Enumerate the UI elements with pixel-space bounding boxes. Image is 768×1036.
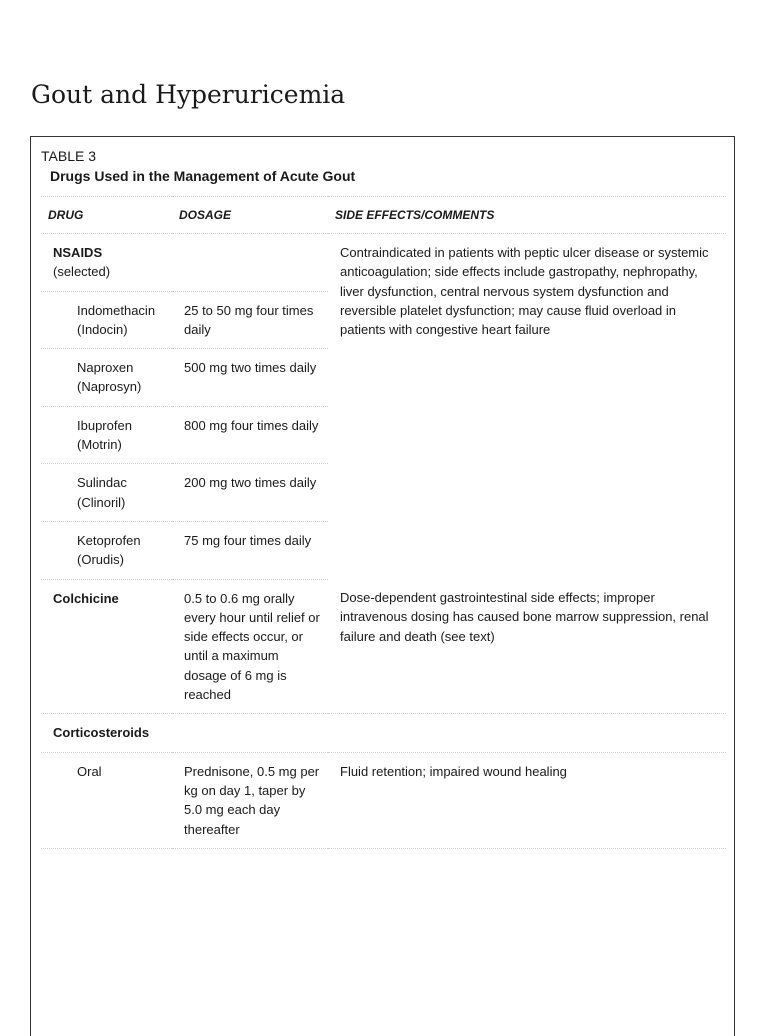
table-header-row [41, 197, 726, 234]
table-row [41, 752, 726, 848]
table-row [41, 579, 726, 714]
drug-cell: Naproxen (Naprosyn) [41, 349, 172, 407]
drug-class-qualifier: (selected) [53, 264, 111, 280]
dosage-cell: 500 mg two times daily [172, 349, 328, 407]
dosage-cell: Prednisone, 0.5 mg per kg on day 1, taper by 5.0 mg each day thereafter [172, 752, 328, 848]
drug-cell: Corticosteroids [41, 714, 172, 752]
dosage-cell: 75 mg four times daily [172, 521, 328, 579]
dosage-cell: 0.5 to 0.6 mg orally every hour until relief or side effects occur, or until a maximum dosage of 6 mg is reached [172, 579, 328, 714]
table-row [41, 234, 726, 292]
comments-cell: Dose-dependent gastrointestinal side effects; improper intravenous dosing has caused bone marrow suppression, renal failure and death (see text) [328, 579, 726, 714]
comments-cell [328, 714, 726, 752]
drug-table [41, 196, 726, 849]
dosage-cell [172, 714, 328, 752]
drug-table-container [30, 136, 735, 1036]
drug-cell: Colchicine [41, 579, 172, 714]
drug-cell: Ibuprofen (Motrin) [41, 406, 172, 464]
dosage-cell: 800 mg four times daily [172, 406, 328, 464]
header-comments: SIDE EFFECTS/COMMENTS [328, 197, 726, 234]
drug-cell: Oral [41, 752, 172, 848]
dosage-cell: 25 to 50 mg four times daily [172, 291, 328, 349]
drug-class-name: NSAIDS [53, 245, 103, 260]
comments-cell: Contraindicated in patients with peptic ulcer disease or systemic anticoagulation; side effects include gastropathy, nephropathy, liver dysfunction, central nervous system dysfunction and reversible platelet dysfunction; may cause fluid overload in patients with congestive heart failure [340, 245, 709, 338]
table-caption: Drugs Used in the Management of Acute Gout [50, 168, 356, 184]
drug-cell: Sulindac (Clinoril) [41, 464, 172, 522]
comments-cell: Fluid retention; impaired wound healing [328, 752, 726, 848]
drug-cell [41, 234, 172, 292]
drug-cell: Ketoprofen (Orudis) [41, 521, 172, 579]
header-drug: DRUG [41, 197, 172, 234]
header-dosage: DOSAGE [172, 197, 328, 234]
table-label: TABLE 3 [41, 148, 96, 164]
dosage-cell [172, 234, 328, 292]
page-title: Gout and Hyperuricemia [31, 80, 346, 109]
dosage-cell: 200 mg two times daily [172, 464, 328, 522]
table-row [41, 714, 726, 752]
drug-cell: Indomethacin (Indocin) [41, 291, 172, 349]
